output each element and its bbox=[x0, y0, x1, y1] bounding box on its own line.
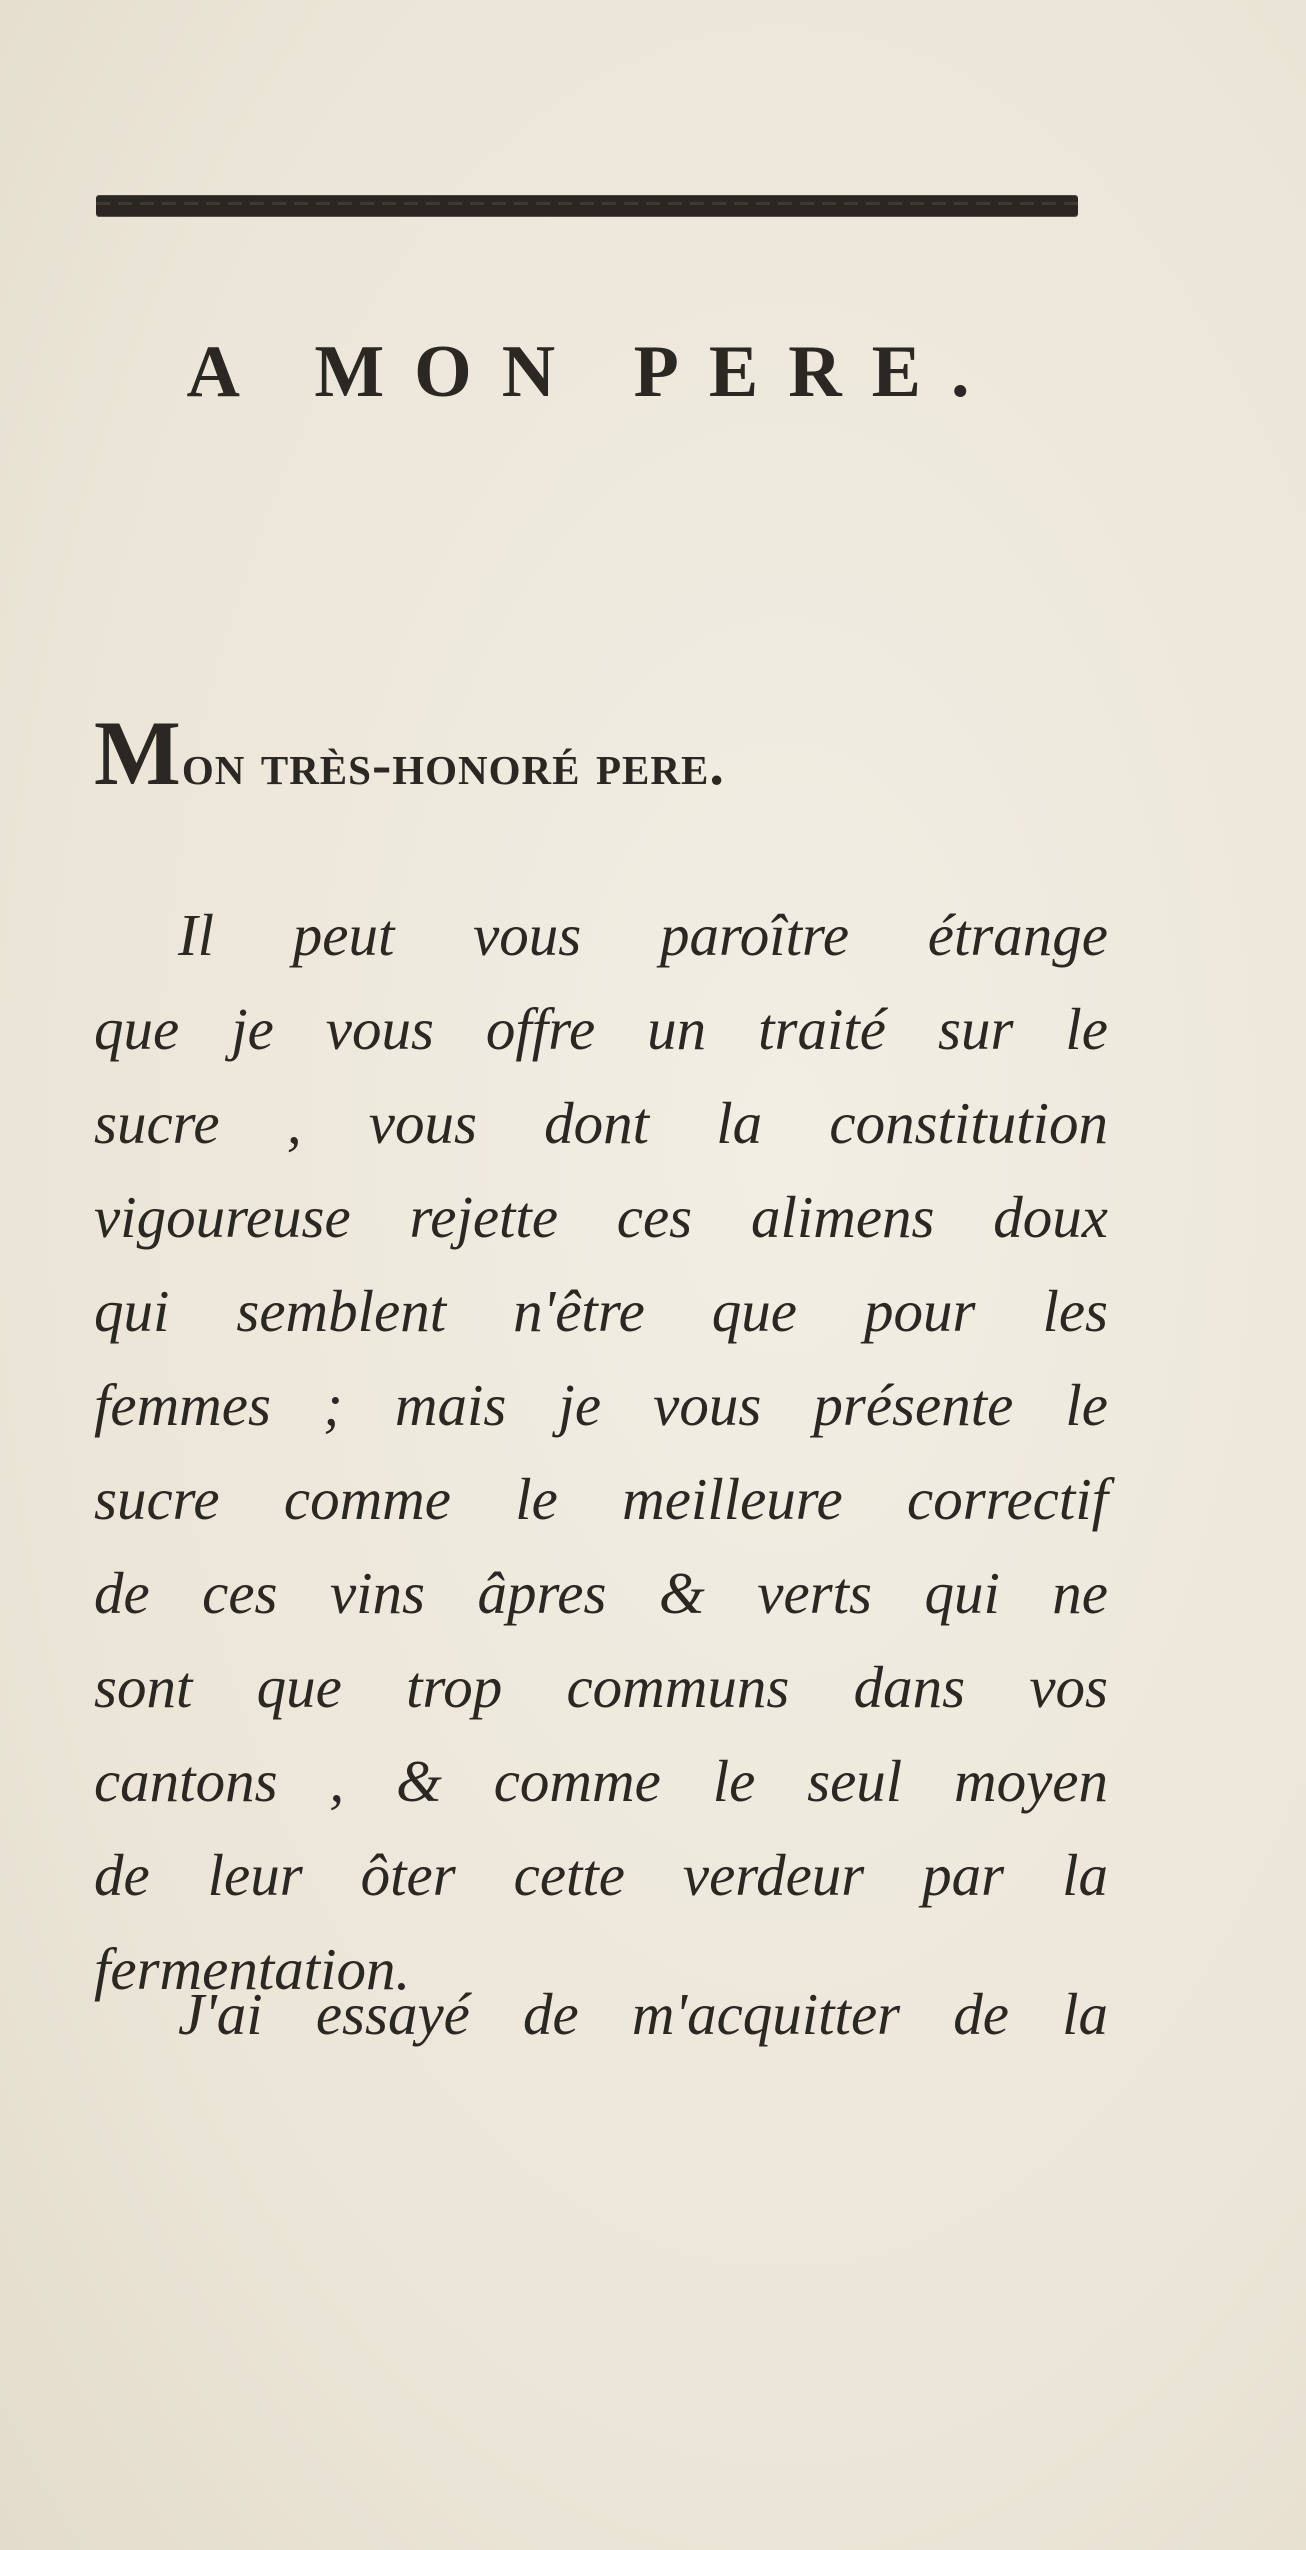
text-line: sucre , vous dont la constitution bbox=[94, 1090, 1108, 1156]
text-line: fermentation. bbox=[94, 1936, 411, 2002]
text-line: qui semblent n'être que pour les bbox=[94, 1278, 1108, 1344]
text-line: vigoureuse rejette ces alimens doux bbox=[94, 1184, 1108, 1250]
text-line: sont que trop communs dans vos bbox=[94, 1654, 1108, 1720]
dedication-title: A MON PERE. bbox=[186, 331, 1000, 413]
continuation-line: J'ai essayé de m'acquitter de la bbox=[178, 1981, 1108, 2047]
decorative-rule bbox=[96, 196, 1078, 216]
text-line: femmes ; mais je vous présente le bbox=[94, 1372, 1108, 1438]
text-line: sucre comme le meilleure correctif bbox=[94, 1466, 1108, 1532]
text-line: que je vous offre un traité sur le bbox=[94, 996, 1108, 1062]
salutation: Mon très-honoré pere. bbox=[94, 702, 725, 804]
text-line: cantons , & comme le seul moyen bbox=[94, 1748, 1108, 1814]
text-line: de leur ôter cette verdeur par la bbox=[94, 1842, 1108, 1908]
body-paragraph bbox=[94, 888, 1108, 2016]
text-line: de ces vins âpres & verts qui ne bbox=[94, 1560, 1108, 1626]
text-line: Il peut vous paroître étrange bbox=[178, 902, 1108, 968]
